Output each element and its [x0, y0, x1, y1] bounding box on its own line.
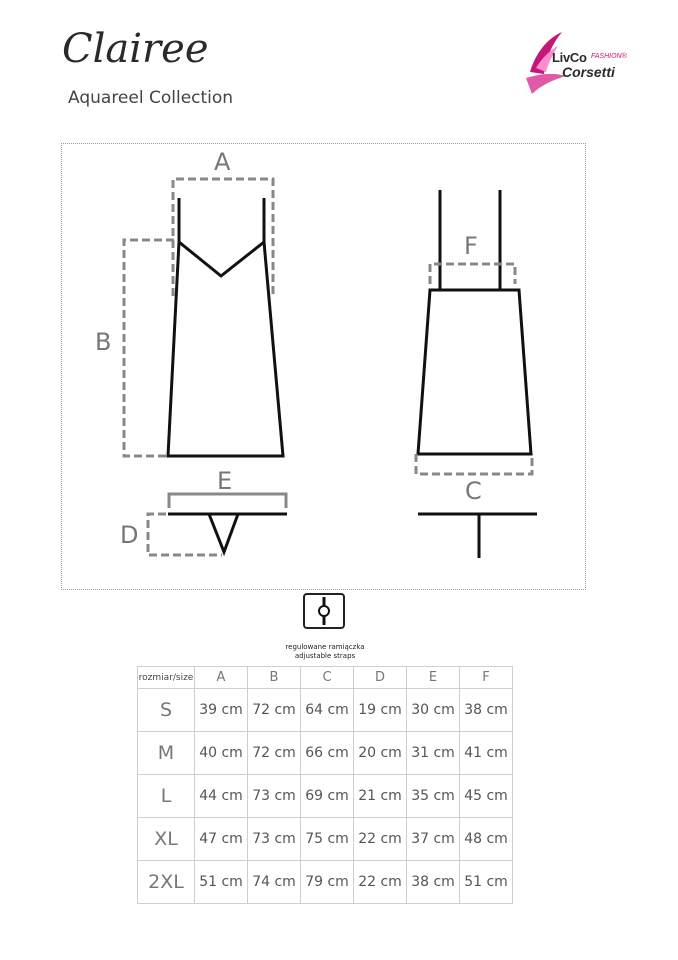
label-f: F	[464, 232, 478, 260]
size-label: M	[138, 732, 195, 775]
size-table-header	[138, 667, 513, 689]
table-cell: 72 cm	[248, 732, 301, 775]
table-cell: 35 cm	[407, 775, 460, 818]
table-row	[138, 861, 513, 904]
table-cell: 22 cm	[354, 818, 407, 861]
table-cell: 72 cm	[248, 689, 301, 732]
table-cell: 75 cm	[301, 818, 354, 861]
table-cell: 45 cm	[460, 775, 513, 818]
table-cell: 64 cm	[301, 689, 354, 732]
size-label: S	[138, 689, 195, 732]
table-cell: 69 cm	[301, 775, 354, 818]
label-b: B	[95, 328, 112, 356]
collection-name: Aquareel Collection	[68, 88, 234, 108]
dimension-e-guide	[169, 494, 286, 508]
table-cell: 21 cm	[354, 775, 407, 818]
table-cell: 38 cm	[460, 689, 513, 732]
table-cell: 22 cm	[354, 861, 407, 904]
size-table-corner: rozmiar/size	[138, 667, 195, 689]
table-cell: 73 cm	[248, 775, 301, 818]
table-cell: 20 cm	[354, 732, 407, 775]
chemise-front-drawing	[168, 198, 283, 456]
table-cell: 66 cm	[301, 732, 354, 775]
label-e: E	[217, 467, 233, 495]
label-d: D	[120, 521, 139, 549]
table-cell: 44 cm	[195, 775, 248, 818]
thong-front-drawing	[168, 514, 287, 552]
table-cell: 47 cm	[195, 818, 248, 861]
strap-caption-en: adjustable straps	[294, 652, 356, 660]
table-cell: 19 cm	[354, 689, 407, 732]
thong-back-drawing	[418, 514, 537, 558]
column-header-c: C	[301, 667, 354, 689]
brand-logo	[522, 28, 650, 98]
column-header-a: A	[195, 667, 248, 689]
column-header-b: B	[248, 667, 301, 689]
table-cell: 31 cm	[407, 732, 460, 775]
table-cell: 37 cm	[407, 818, 460, 861]
column-header-f: F	[460, 667, 513, 689]
table-cell: 48 cm	[460, 818, 513, 861]
dimension-a-guide	[173, 179, 273, 296]
column-header-e: E	[407, 667, 460, 689]
table-cell: 51 cm	[460, 861, 513, 904]
table-row	[138, 732, 513, 775]
table-cell: 41 cm	[460, 732, 513, 775]
table-row	[138, 818, 513, 861]
dimension-c-guide	[416, 454, 532, 474]
label-a: A	[214, 148, 231, 176]
chemise-back-drawing	[418, 190, 531, 454]
table-cell: 40 cm	[195, 732, 248, 775]
logo-text-livco: LivCo	[552, 50, 587, 65]
table-cell: 30 cm	[407, 689, 460, 732]
column-header-d: D	[354, 667, 407, 689]
strap-caption-pl: regulowane ramiączka	[285, 643, 365, 651]
table-cell: 39 cm	[195, 689, 248, 732]
table-cell: 74 cm	[248, 861, 301, 904]
size-label: L	[138, 775, 195, 818]
measurement-diagram	[61, 143, 586, 590]
logo-text-fashion: FASHION®	[591, 53, 627, 60]
dimension-f-guide	[430, 264, 515, 284]
dimension-b-guide	[124, 240, 174, 456]
table-cell: 79 cm	[301, 861, 354, 904]
table-cell: 51 cm	[195, 861, 248, 904]
logo-text-corsetti: Corsetti	[562, 64, 615, 80]
table-row	[138, 689, 513, 732]
size-label: 2XL	[138, 861, 195, 904]
adjustable-strap-icon	[303, 593, 345, 629]
table-cell: 73 cm	[248, 818, 301, 861]
strap-caption	[230, 643, 420, 661]
table-cell: 38 cm	[407, 861, 460, 904]
label-c: C	[465, 477, 482, 505]
size-label: XL	[138, 818, 195, 861]
table-row	[138, 775, 513, 818]
size-table	[137, 666, 513, 904]
product-name: Clairee	[62, 26, 209, 72]
